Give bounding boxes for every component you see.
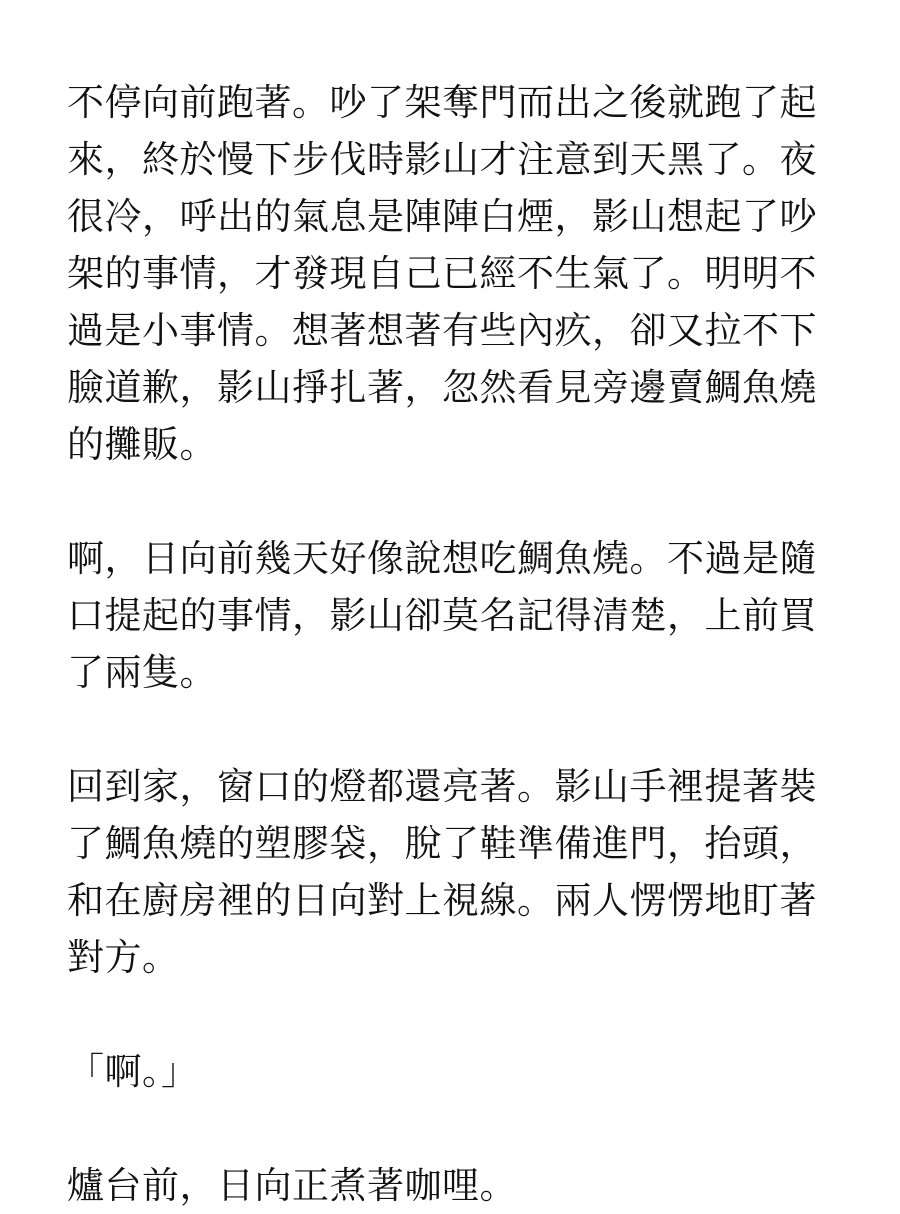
text-line: 和在廚房裡的日向對上視線。兩人愣愣地盯著 [67,879,817,922]
text-line: 啊，日向前幾天好像說想吃鯛魚燒。不過是隨 [67,537,817,580]
paragraph-gap [67,701,847,758]
text-line: 了兩隻。 [67,651,217,694]
text-line: 回到家，窗口的燈都還亮著。影山手裡提著裝 [67,765,817,808]
text-line: 口提起的事情，影山卻莫名記得清楚，上前買 [67,594,817,637]
paragraph-2 [67,530,847,701]
paragraph-4 [67,1043,847,1100]
text-line: 的攤販。 [67,423,217,466]
paragraph-1 [67,74,847,473]
text-line: 很冷，呼出的氣息是陣陣白煙，影山想起了吵 [67,195,817,238]
text-line: 不停向前跑著。吵了架奪門而出之後就跑了起 [67,81,817,124]
document-body [67,74,847,1214]
text-line: 過是小事情。想著想著有些內疚，卻又拉不下 [67,309,817,352]
paragraph-gap [67,1100,847,1157]
paragraph-gap [67,986,847,1043]
paragraph-5 [67,1157,847,1214]
text-line: 對方。 [67,936,180,979]
text-line: 臉道歉，影山掙扎著，忽然看見旁邊賣鯛魚燒 [67,366,817,409]
paragraph-gap [67,473,847,530]
text-line: 「啊。」 [67,1050,199,1093]
paragraph-3 [67,758,847,986]
text-line: 爐台前，日向正煮著咖哩。 [67,1164,517,1207]
text-line: 架的事情，才發現自己已經不生氣了。明明不 [67,252,817,295]
text-line: 了鯛魚燒的塑膠袋，脫了鞋準備進門，抬頭， [67,822,817,865]
text-line: 來，終於慢下步伐時影山才注意到天黑了。夜 [67,138,817,181]
